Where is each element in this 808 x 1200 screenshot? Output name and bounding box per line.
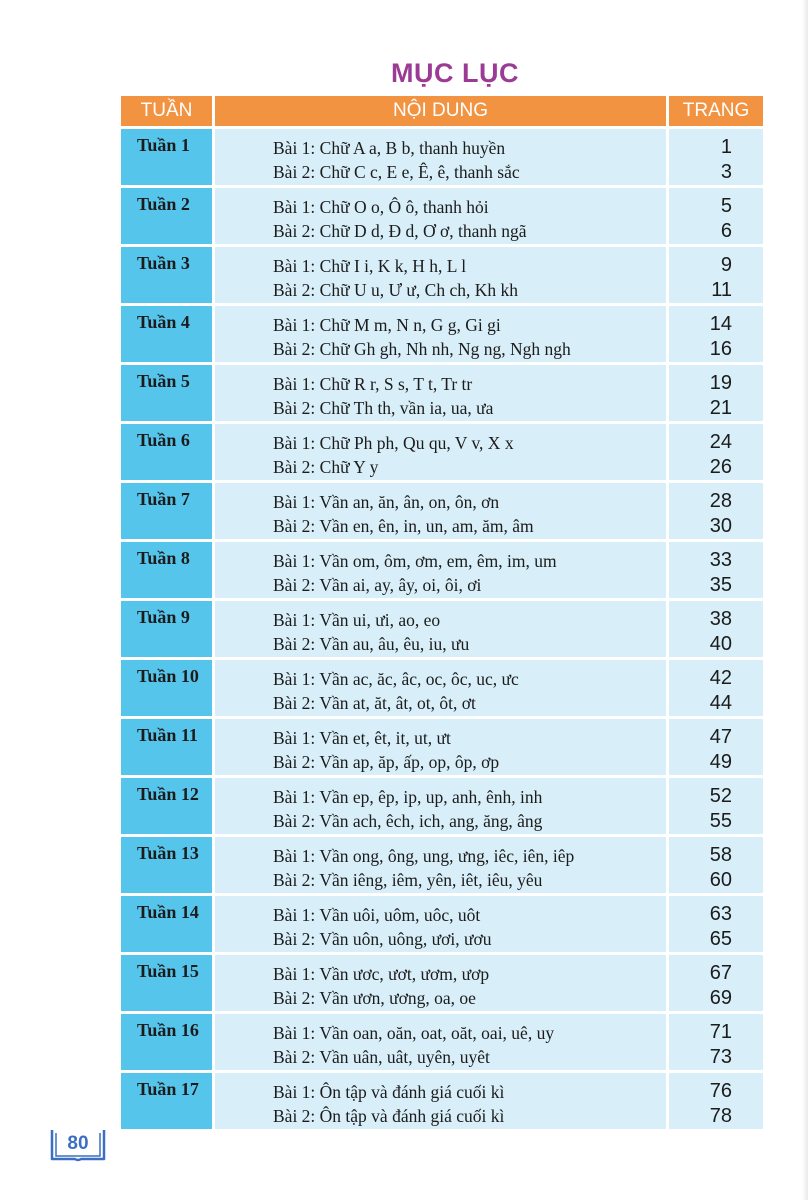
lesson-title: Bài 1: Vần oan, oăn, oat, oăt, oai, uê, uy [273,1023,555,1043]
week-label: Tuần 15 [121,955,215,1014]
page-ref: 19 [709,372,732,394]
toc-row [121,955,763,1014]
page-ref: 6 [720,220,732,242]
lesson-cell [215,247,669,306]
lesson-title: Bài 1: Vần an, ăn, ân, on, ôn, ơn [273,492,500,512]
page-ref: 47 [709,726,732,748]
header-week: TUẦN [121,96,215,129]
page-cell [669,306,763,365]
lesson-title: Bài 2: Vần uôn, uông, ươi, ươu [273,929,492,949]
lesson-title: Bài 1: Vần ong, ông, ung, ưng, iêc, iên, iêp [273,846,575,866]
page-cell [669,247,763,306]
week-label: Tuần 11 [121,719,215,778]
page-cell [669,896,763,955]
table-of-contents [121,96,763,1132]
week-label: Tuần 8 [121,542,215,601]
page-edge-shadow [802,0,808,1200]
week-label: Tuần 17 [121,1073,215,1132]
lesson-title: Bài 2: Chữ U u, Ư ư, Ch ch, Kh kh [273,280,518,300]
lesson-title: Bài 2: Vần au, âu, êu, iu, ưu [273,634,470,654]
lesson-title: Bài 1: Vần uôi, uôm, uôc, uôt [273,905,481,925]
page-ref: 35 [709,574,732,596]
lesson-cell [215,188,669,247]
page-ref: 67 [709,962,732,984]
page-ref: 16 [709,338,732,360]
toc-row [121,188,763,247]
week-label: Tuần 14 [121,896,215,955]
week-label: Tuần 7 [121,483,215,542]
header-content: NỘI DUNG [215,96,669,129]
lesson-title: Bài 2: Chữ D d, Đ d, Ơ ơ, thanh ngã [273,221,527,241]
lesson-cell [215,365,669,424]
lesson-title: Bài 2: Chữ Gh gh, Nh nh, Ng ng, Ngh ngh [273,339,571,359]
page-ref: 71 [709,1021,732,1043]
page-ref: 28 [709,490,732,512]
lesson-cell [215,955,669,1014]
page-ref: 5 [720,195,732,217]
page-cell [669,188,763,247]
page-cell [669,719,763,778]
page-cell [669,1073,763,1132]
table-header-row [121,96,763,129]
page-ref: 44 [709,692,732,714]
lesson-title: Bài 1: Chữ O o, Ô ô, thanh hỏi [273,197,489,217]
lesson-title: Bài 1: Vần ui, ưi, ao, eo [273,610,441,630]
week-label: Tuần 5 [121,365,215,424]
page-ref: 21 [709,397,732,419]
week-label: Tuần 3 [121,247,215,306]
page-cell [669,365,763,424]
toc-row [121,129,763,188]
page-ref: 63 [709,903,732,925]
toc-row [121,483,763,542]
page-ref: 3 [720,161,732,183]
lesson-title: Bài 2: Vần en, ên, in, un, am, ăm, âm [273,516,534,536]
week-label: Tuần 12 [121,778,215,837]
toc-row [121,1073,763,1132]
page-ref: 9 [720,254,732,276]
page-ref: 14 [709,313,732,335]
toc-row [121,1014,763,1073]
lesson-title: Bài 2: Vần ươn, ương, oa, oe [273,988,476,1008]
lesson-title: Bài 2: Chữ C c, E e, Ê, ê, thanh sắc [273,162,520,182]
lesson-cell [215,719,669,778]
page-ref: 38 [709,608,732,630]
page-cell [669,129,763,188]
week-label: Tuần 9 [121,601,215,660]
page-ref: 60 [709,869,732,891]
page-title: MỤC LỤC [391,58,519,88]
lesson-cell [215,660,669,719]
toc-row [121,365,763,424]
lesson-title: Bài 1: Vần ươc, ươt, ươm, ươp [273,964,490,984]
page-number: 80 [67,1133,89,1154]
toc-row [121,601,763,660]
lesson-cell [215,837,669,896]
page-ref: 55 [709,810,732,832]
toc-row [121,778,763,837]
page-ref: 42 [709,667,732,689]
toc-row [121,424,763,483]
lesson-title: Bài 1: Chữ R r, S s, T t, Tr tr [273,374,473,394]
lesson-title: Bài 1: Chữ A a, B b, thanh huyền [273,138,506,158]
page-cell [669,778,763,837]
lesson-title: Bài 1: Ôn tập và đánh giá cuối kì [273,1082,505,1102]
page-cell [669,424,763,483]
lesson-cell [215,1073,669,1132]
week-label: Tuần 16 [121,1014,215,1073]
lesson-title: Bài 1: Vần et, êt, it, ut, ưt [273,728,451,748]
page-ref: 52 [709,785,732,807]
lesson-cell [215,424,669,483]
toc-row [121,896,763,955]
page-number-badge [49,1128,107,1164]
page-cell [669,483,763,542]
lesson-cell [215,306,669,365]
lesson-title: Bài 2: Vần ap, ăp, ấp, op, ôp, ơp [273,752,500,772]
page-ref: 78 [709,1105,732,1127]
toc-row [121,542,763,601]
page-ref: 58 [709,844,732,866]
page-ref: 40 [709,633,732,655]
lesson-title: Bài 1: Chữ M m, N n, G g, Gi gi [273,315,501,335]
lesson-title: Bài 1: Chữ I i, K k, H h, L l [273,256,467,276]
header-page: TRANG [669,96,763,129]
lesson-cell [215,483,669,542]
lesson-cell [215,129,669,188]
toc-row [121,247,763,306]
lesson-cell [215,1014,669,1073]
toc-row [121,306,763,365]
lesson-title: Bài 2: Vần uân, uât, uyên, uyêt [273,1047,490,1067]
page-ref: 30 [709,515,732,537]
lesson-cell [215,601,669,660]
week-label: Tuần 1 [121,129,215,188]
week-label: Tuần 6 [121,424,215,483]
lesson-title: Bài 1: Vần ep, êp, ip, up, anh, ênh, inh [273,787,543,807]
week-label: Tuần 4 [121,306,215,365]
page-ref: 26 [709,456,732,478]
lesson-title: Bài 1: Vần ac, ăc, âc, oc, ôc, uc, ưc [273,669,519,689]
page-ref: 49 [709,751,732,773]
lesson-cell [215,896,669,955]
page-ref: 76 [709,1080,732,1102]
page-cell [669,955,763,1014]
page-ref: 11 [711,279,732,301]
week-label: Tuần 2 [121,188,215,247]
page-cell [669,1014,763,1073]
lesson-cell [215,778,669,837]
toc-row [121,837,763,896]
page-ref: 73 [709,1046,732,1068]
page-cell [669,837,763,896]
toc-row [121,719,763,778]
lesson-title: Bài 2: Chữ Th th, vần ia, ua, ưa [273,398,494,418]
lesson-title: Bài 1: Chữ Ph ph, Qu qu, V v, X x [273,433,514,453]
page-ref: 33 [709,549,732,571]
lesson-title: Bài 2: Vần iêng, iêm, yên, iêt, iêu, yêu [273,870,543,890]
page-ref: 1 [720,136,732,158]
lesson-title: Bài 1: Vần om, ôm, ơm, em, êm, im, um [273,551,557,571]
lesson-title: Bài 2: Chữ Y y [273,457,379,477]
page-ref: 24 [709,431,732,453]
page-cell [669,660,763,719]
toc-row [121,660,763,719]
page-ref: 65 [709,928,732,950]
page-ref: 69 [709,987,732,1009]
table-body [121,129,763,1132]
lesson-title: Bài 2: Ôn tập và đánh giá cuối kì [273,1106,505,1126]
page-cell [669,601,763,660]
page-cell [669,542,763,601]
lesson-cell [215,542,669,601]
lesson-title: Bài 2: Vần at, ăt, ât, ot, ôt, ơt [273,693,476,713]
week-label: Tuần 13 [121,837,215,896]
week-label: Tuần 10 [121,660,215,719]
lesson-title: Bài 2: Vần ai, ay, ây, oi, ôi, ơi [273,575,482,595]
lesson-title: Bài 2: Vần ach, êch, ich, ang, ăng, âng [273,811,543,831]
